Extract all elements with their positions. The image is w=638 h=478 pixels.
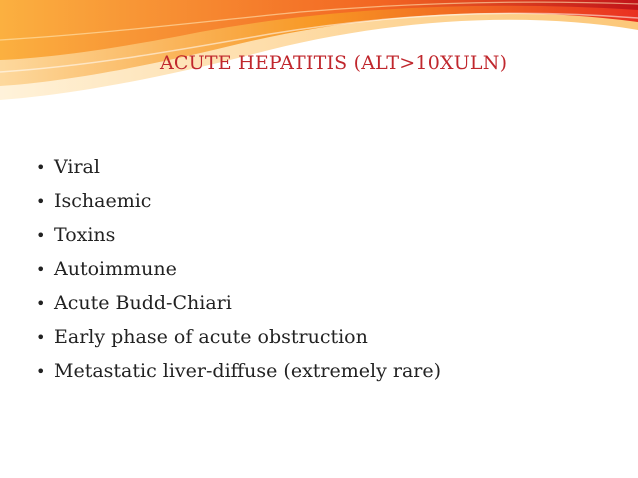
bullet-dot-icon: • [36,362,46,381]
list-item-text: Toxins [54,224,116,246]
list-item [36,252,441,286]
list-item [36,286,441,320]
bullet-list [36,150,441,388]
list-item [36,354,441,388]
list-item [36,218,441,252]
bullet-dot-icon: • [36,158,46,177]
bullet-dot-icon: • [36,226,46,245]
bullet-dot-icon: • [36,260,46,279]
list-item [36,150,441,184]
bullet-dot-icon: • [36,192,46,211]
list-item [36,184,441,218]
list-item [36,320,441,354]
list-item-text: Early phase of acute obstruction [54,326,368,348]
list-item-text: Metastatic liver-diffuse (extremely rare) [54,360,442,382]
list-item-text: Ischaemic [54,190,152,212]
bullet-dot-icon: • [36,294,46,313]
list-item-text: Viral [54,156,100,178]
list-item-text: Autoimmune [54,258,177,280]
bullet-dot-icon: • [36,328,46,347]
list-item-text: Acute Budd-Chiari [54,292,232,314]
slide-title: ACUTE HEPATITIS (ALT>10XULN) [160,52,508,74]
